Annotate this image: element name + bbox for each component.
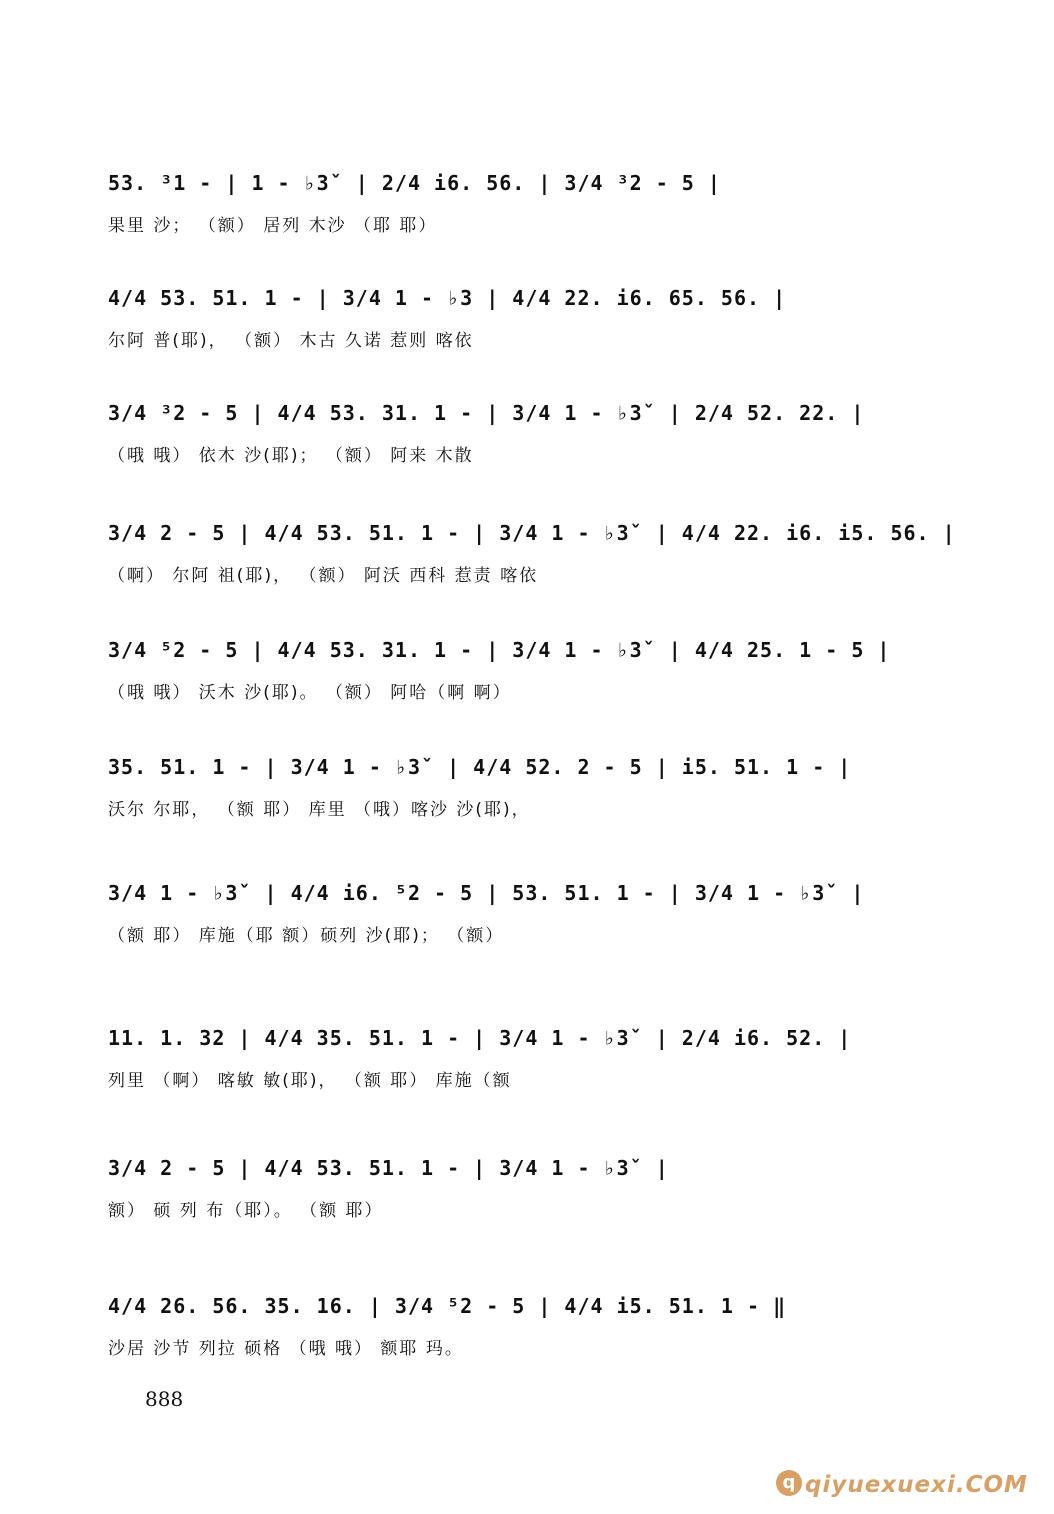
system-1 — [108, 160, 908, 250]
notation-line: 3/4 2 - 5 | 4/4 53. 51. 1 - | 3/4 1 - ♭3ˇ | 4/4 22. i6. i5. 56. | — [108, 521, 956, 545]
notation-line: 3/4 ⁵2 - 5 | 4/4 53. 31. 1 - | 3/4 1 - ♭3ˇ | 4/4 25. 1 - 5 | — [108, 638, 891, 662]
system-7 — [108, 870, 908, 960]
lyric-line: 沙居 沙节 列拉 硕格 （哦 哦） 额耶 玛。 — [108, 1339, 464, 1359]
system-10 — [108, 1283, 908, 1373]
lyric-line: 沃尔 尔耶， （额 耶） 库里 （哦）喀沙 沙(耶)， — [108, 800, 531, 820]
lyric-line: 尔阿 普(耶)， （额） 木古 久诺 惹则 喀依 — [108, 331, 474, 351]
system-8 — [108, 1015, 908, 1105]
lyric-line: （啊） 尔阿 祖(耶)， （额） 阿沃 西科 惹责 喀依 — [108, 566, 539, 586]
notation-line: 3/4 2 - 5 | 4/4 53. 51. 1 - | 3/4 1 - ♭3ˇ | — [108, 1156, 669, 1180]
system-3 — [108, 390, 908, 480]
watermark: qiyuexuexi.COM — [805, 1472, 1028, 1498]
lyric-line: （哦 哦） 沃木 沙(耶)。 （额） 阿哈（啊 啊） — [108, 683, 512, 703]
system-2 — [108, 275, 908, 365]
lyric-line: 果里 沙； （额） 居列 木沙 （耶 耶） — [108, 216, 438, 236]
system-6 — [108, 744, 908, 834]
notation-line: 3/4 ³2 - 5 | 4/4 53. 31. 1 - | 3/4 1 - ♭3ˇ | 2/4 52. 22. | — [108, 401, 865, 425]
lyric-line: 列里 （啊） 喀敏 敏(耶)， （额 耶） 库施（额 — [108, 1071, 512, 1091]
notation-line: 4/4 26. 56. 35. 16. | 3/4 ⁵2 - 5 | 4/4 i5. 51. 1 - ‖ — [108, 1294, 787, 1318]
notation-line: 3/4 1 - ♭3ˇ | 4/4 i6. ⁵2 - 5 | 53. 51. 1 - | 3/4 1 - ♭3ˇ | — [108, 881, 865, 905]
notation-line: 11. 1. 32 | 4/4 35. 51. 1 - | 3/4 1 - ♭3ˇ | 2/4 i6. 52. | — [108, 1026, 852, 1050]
system-9 — [108, 1145, 908, 1235]
system-4 — [108, 510, 956, 600]
notation-line: 53. ³1 - | 1 - ♭3ˇ | 2/4 i6. 56. | 3/4 ³2 - 5 | — [108, 171, 721, 195]
lyric-line: （额 耶） 库施（耶 额）硕列 沙(耶)； （额） — [108, 926, 505, 946]
notation-line: 35. 51. 1 - | 3/4 1 - ♭3ˇ | 4/4 52. 2 - 5 | i5. 51. 1 - | — [108, 755, 852, 779]
lyric-line: 额） 硕 列 布（耶）。 （额 耶） — [108, 1201, 384, 1221]
logo-icon: q — [776, 1470, 802, 1496]
notation-line: 4/4 53. 51. 1 - | 3/4 1 - ♭3 | 4/4 22. i6. 65. 56. | — [108, 286, 787, 310]
page-number: 888 — [145, 1387, 184, 1411]
lyric-line: （哦 哦） 依木 沙(耶)； （额） 阿来 木散 — [108, 446, 474, 466]
system-5 — [108, 627, 908, 717]
